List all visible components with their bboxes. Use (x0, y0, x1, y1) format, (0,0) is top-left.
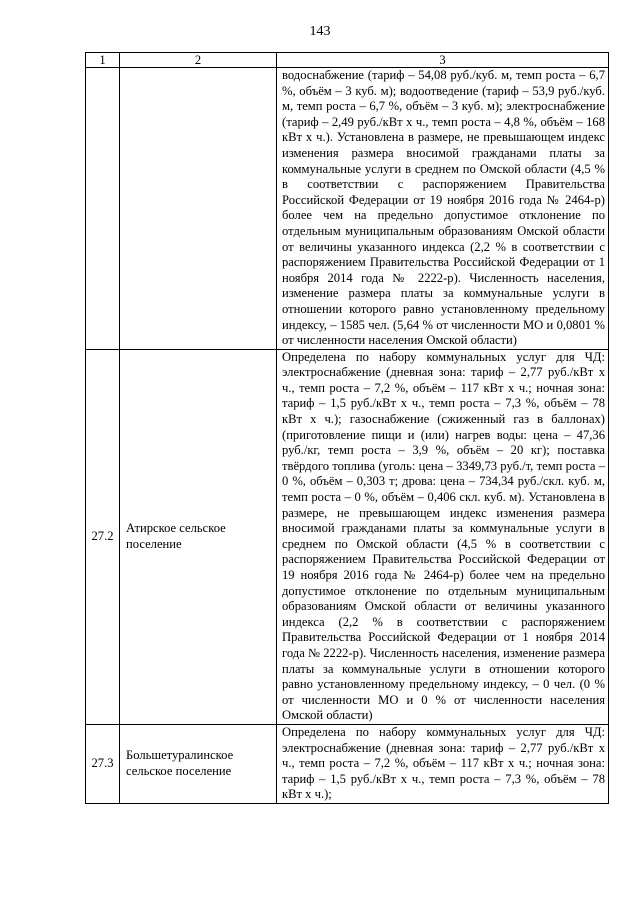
table-row (86, 349, 609, 724)
data-table (85, 52, 609, 804)
description-text: Определена по набору коммунальных услуг для ЧД: электроснабжение (дневная зона: тариф – 2,77 руб./кВт х ч., темп роста – 7,2 %, объём – 117 кВт х ч.; ночная зона: тариф – 1,5 руб./кВт х ч., темп роста – 7,3 %, объём – 78 кВт х ч.); газоснабжение (сжиженный газ в баллонах) (приготовление пищи и (или) нагрев воды: цена – 47,36 руб./кг, темп роста – 3,9 %, объём – 20 кг); поставка твёрдого топлива (уголь: цена – 3349,73 руб./т, темп роста – 0 %, объём – 0,303 т; дрова: цена – 734,34 руб./скл. куб. м, темп роста – 0 %, объём – 0,406 скл. куб. м). Установлена в размере, не превышающем индекс изменения размера вносимой гражданами платы за коммунальные услуги в среднем по Омской области (4,5 % в соответствии с распоряжением Правительства Российской Федерации от 19 ноября 2016 года № 2464-р) более чем на предельно допустимое отклонение по отдельным муниципальным образованиям Омской области от величины указанного индекса (2,2 % в соответствии с распоряжением Правительства Российской Федерации от 1 ноября 2014 года № 2222-р). Численность населения, изменение размера платы за коммунальные услуги в отношении которого равно установленному предельному индексу, – 0 чел. (0 % от численности МО и 0 % от численности населения Омской области) (282, 349, 605, 723)
row-number (86, 68, 120, 350)
description-text: водоснабжение (тариф – 54,08 руб./куб. м, темп роста – 6,7 %, объём – 3 куб. м); водоотведение (тариф – 53,9 руб./куб. м, темп роста – 6,7 %, объём – 3 куб. м); электроснабжение (тариф – 2,49 руб./кВт х ч., темп роста – 4,8 %, объём – 168 кВт х ч.). Установлена в размере, не превышающем индекс изменения размера вносимой гражданами платы за коммунальные услуги в среднем по Омской области (4,5 % в соответствии с распоряжением Правительства Российской Федерации от 19 ноября 2016 года № 2464-р) более чем на предельно допустимое отклонение по отдельным муниципальным образованиям Омской области от величины указанного индекса (2,2 % в соответствии с распоряжением Правительства Российской Федерации от 1 ноября 2014 года № 2222-р). Численность населения, изменение размера платы за коммунальные услуги в отношении которого равно установленному предельному индексу, – 1585 чел. (5,64 % от численности МО и 0,0801 % от численности населения Омской области) (282, 68, 605, 348)
header-col-1: 1 (86, 53, 120, 68)
row-description (277, 349, 609, 724)
description-text: Определена по набору коммунальных услуг для ЧД: электроснабжение (дневная зона: тариф – 2,77 руб./кВт х ч., темп роста – 7,2 %, объём – 117 кВт х ч.; ночная зона: тариф – 1,5 руб./кВт х ч., темп роста – 7,3 %, объём – 78 кВт х ч.); (282, 724, 605, 802)
settlement-name-text: Атирское сельское поселение (126, 521, 226, 551)
row-settlement-name (120, 349, 277, 724)
table-row (86, 724, 609, 803)
row-number: 27.2 (86, 349, 120, 724)
page-number: 143 (309, 24, 331, 39)
row-settlement-name (120, 724, 277, 803)
row-description (277, 724, 609, 803)
settlement-name-text: Большетуралинское сельское поселение (126, 748, 234, 778)
row-description (277, 68, 609, 350)
header-col-3: 3 (277, 53, 609, 68)
table-row (86, 68, 609, 350)
row-number: 27.3 (86, 724, 120, 803)
row-settlement-name (120, 68, 277, 350)
header-col-2: 2 (120, 53, 277, 68)
table-header-row (86, 53, 609, 68)
